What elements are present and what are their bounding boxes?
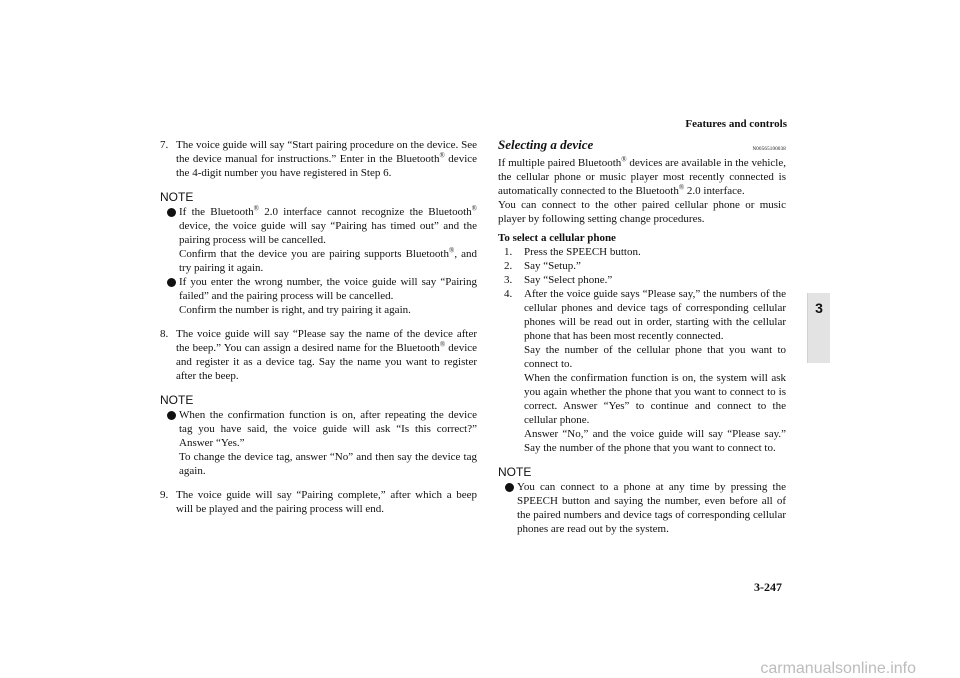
step-text: Say the number of the cellular phone that you want to connect to. bbox=[524, 344, 786, 370]
procedure-step bbox=[498, 287, 786, 455]
note-bullet bbox=[498, 480, 786, 536]
step-text: When the confirmation function is on, the system will ask you again whether the phone that you want to connect to is correct. Answer “Yes” to continue and connect to the cellular phone. bbox=[524, 372, 786, 426]
note-text: If you enter the wrong number, the voice guide will say “Pairing failed” and the pairing process will be cancelled. bbox=[179, 276, 477, 302]
running-header: Features and controls bbox=[685, 118, 787, 130]
step-7 bbox=[160, 138, 477, 180]
procedure-step bbox=[498, 273, 786, 287]
note-heading: NOTE bbox=[160, 393, 194, 407]
step-text: Press the SPEECH button. bbox=[524, 246, 641, 258]
note-text: If the Bluetooth® 2.0 interface cannot recognize the Bluetooth® device, the voice guide will say “Pairing has timed out” and the pairing process will be cancelled. bbox=[179, 204, 477, 246]
footer bbox=[0, 660, 960, 678]
note-bullet bbox=[160, 275, 477, 317]
note-text: To change the device tag, answer “No” and then say the device tag again. bbox=[179, 451, 477, 477]
step-number: 7. bbox=[160, 139, 169, 151]
note-text: When the confirmation function is on, after repeating the device tag you have said, the voice guide will ask “Is this correct?” Answer “Yes.” bbox=[179, 409, 477, 449]
step-number: 3. bbox=[504, 274, 513, 286]
note-heading: NOTE bbox=[498, 465, 532, 479]
note-bullet bbox=[160, 408, 477, 478]
chapter-tab-label: 3 bbox=[815, 300, 823, 316]
step-9 bbox=[160, 488, 477, 516]
step-number: 9. bbox=[160, 489, 169, 501]
left-column bbox=[160, 138, 477, 516]
watermark-text: carmanualsonline.info bbox=[760, 660, 916, 677]
bullet-icon bbox=[167, 411, 176, 420]
procedure-step bbox=[498, 259, 786, 273]
step-text: The voice guide will say “Please say the name of the device after the beep.” You can assign a desired name for the Bluetooth® device and register it as a device tag. Say the name you want to register after the beep. bbox=[176, 328, 478, 382]
step-text: The voice guide will say “Start pairing procedure on the device. See the device manual for instructions.” Enter in the Bluetooth® device the 4-digit number you have registered in Step 6. bbox=[176, 139, 478, 179]
right-column bbox=[498, 138, 786, 536]
step-text: After the voice guide says “Please say,” the numbers of the cellular phones and device tags of corresponding cellular phones will be read out in order, starting with the cellular phone that has been most recently connected. bbox=[524, 288, 786, 342]
intro-paragraph: You can connect to the other paired cellular phone or music player by following setting change procedures. bbox=[498, 199, 786, 225]
intro-paragraph: If multiple paired Bluetooth® devices are available in the vehicle, the cellular phone or music player most recently connected is automatically connected to the Bluetooth® 2.0 interface. bbox=[498, 155, 786, 197]
step-text: The voice guide will say “Pairing complete,” after which a beep will be played and the pairing process will end. bbox=[176, 489, 477, 515]
step-number: 1. bbox=[504, 246, 513, 258]
step-number: 8. bbox=[160, 328, 169, 340]
bullet-icon bbox=[505, 483, 514, 492]
page-number: 3-247 bbox=[754, 580, 782, 594]
step-number: 4. bbox=[504, 288, 513, 300]
procedure-step bbox=[498, 245, 786, 259]
section-heading bbox=[498, 138, 786, 156]
step-number: 2. bbox=[504, 260, 513, 272]
chapter-tab bbox=[807, 293, 830, 363]
note-text: Confirm that the device you are pairing supports Bluetooth®, and try pairing it again. bbox=[179, 246, 478, 274]
step-text: Say “Select phone.” bbox=[524, 274, 613, 286]
step-8 bbox=[160, 327, 477, 383]
step-text: Say “Setup.” bbox=[524, 260, 581, 272]
bullet-icon bbox=[167, 208, 176, 217]
note-bullet bbox=[160, 205, 477, 275]
procedure-subheading: To select a cellular phone bbox=[498, 232, 616, 244]
section-title: Selecting a device bbox=[498, 137, 594, 152]
section-code: N00565100038 bbox=[752, 147, 786, 152]
note-heading: NOTE bbox=[160, 190, 194, 204]
bullet-icon bbox=[167, 278, 176, 287]
note-text: Confirm the number is right, and try pairing it again. bbox=[179, 304, 411, 316]
step-text: Answer “No,” and the voice guide will say “Please say.” Say the number of the phone that you want to connect to. bbox=[524, 428, 786, 454]
note-text: You can connect to a phone at any time by pressing the SPEECH button and saying the number, even before all of the paired numbers and device tags of corresponding cellular phones are read out by the system. bbox=[517, 481, 786, 535]
